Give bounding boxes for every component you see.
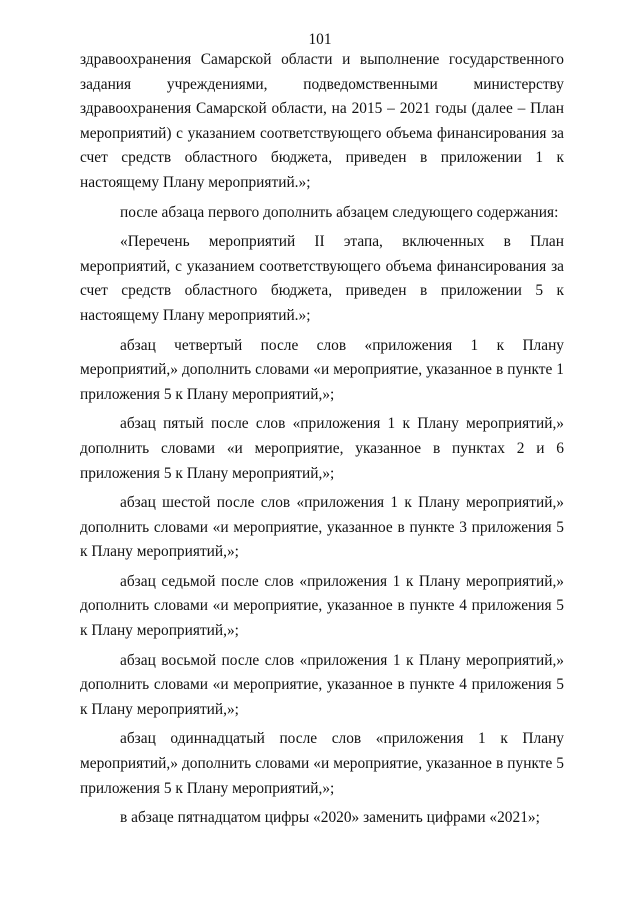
paragraph-inserted-text: «Перечень мероприятий II этапа, включенных в План мероприятий, с указанием соответствующего объема финансирования за счет средств областного бюджета, приведен в приложении 5 к настоящему Плану мероприятий.»; [80, 233, 564, 324]
paragraph-amendment-7: абзац седьмой после слов «приложения 1 к Плану мероприятий,» дополнить словами «и мероприятие, указанное в пункте 4 приложения 5 к Плану мероприятий,»; [80, 572, 564, 640]
paragraph-amendment-8: абзац восьмой после слов «приложения 1 к Плану мероприятий,» дополнить словами «и мероприятие, указанное в пункте 4 приложения 5 к Плану мероприятий,»; [80, 651, 564, 718]
paragraph-amendment-11: абзац одиннадцатый после слов «приложения 1 к Плану мероприятий,» дополнить словами «и мероприятие, указанное в пункте 5 приложения 5 к Плану мероприятий,»; [80, 730, 564, 797]
paragraph-amendment-6: абзац шестой после слов «приложения 1 к Плану мероприятий,» дополнить словами «и мероприятие, указанное в пункте 3 приложения 5 к Плану мероприятий,»; [80, 494, 564, 561]
document-body [80, 48, 564, 836]
paragraph-amendment-4: абзац четвертый после слов «приложения 1 к Плану мероприятий,» дополнить словами «и мероприятие, указанное в пункте 1 приложения 5 к Плану мероприятий,»; [80, 336, 564, 403]
paragraph-amendment-15: в абзаце пятнадцатом цифры «2020» заменить цифрами «2021»; [120, 809, 540, 827]
paragraph-insert-instruction: после абзаца первого дополнить абзацем следующего содержания: [120, 203, 559, 221]
paragraph-amendment-5: абзац пятый после слов «приложения 1 к Плану мероприятий,» дополнить словами «и мероприятие, указанное в пунктах 2 и 6 приложения 5 к Плану мероприятий,»; [80, 415, 564, 482]
page-number: 101 [308, 31, 332, 48]
paragraph-continuation: здравоохранения Самарской области и выполнение государственного задания учреждениями, подведомственными министерству здравоохранения Самарской области, на 2015 – 2021 годы (далее – План мероприятий) с указанием соответствующего объема финансирования за счет средств областного бюджета, приведен в приложении 1 к настоящему Плану мероприятий.»; [80, 51, 564, 191]
